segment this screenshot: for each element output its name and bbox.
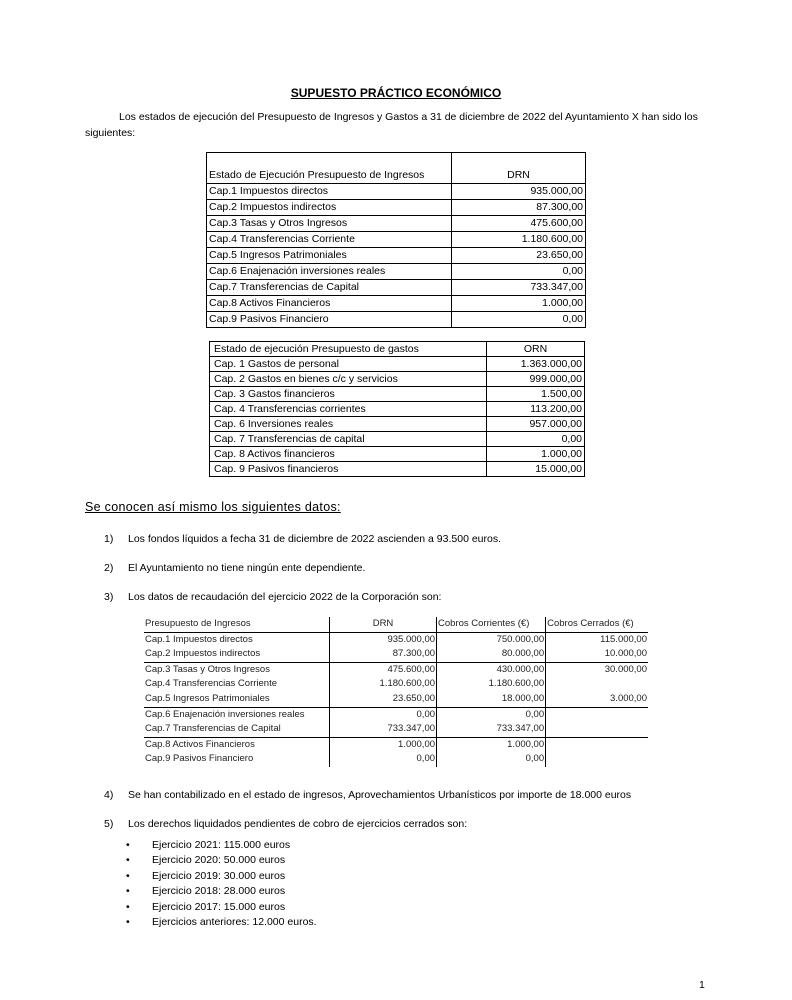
table-row [210,447,585,462]
ingresos-value: 0,00 [452,264,586,280]
item-text: Se han contabilizado en el estado de ingresos, Aprovechamientos Urbanísticos por importe de 18.000 euros [128,789,632,801]
ingresos-table [206,152,586,328]
recaudacion-drn: 0,00 [329,752,436,767]
gastos-header-orn: ORN [487,342,585,357]
ingresos-header-row [207,153,586,184]
table-row [210,357,585,372]
gastos-value: 0,00 [487,432,585,447]
recaudacion-corrientes: 0,00 [437,752,546,767]
ingresos-header-concept: Estado de Ejecución Presupuesto de Ingresos [207,153,452,184]
intro-text: Los estados de ejecución del Presupuesto de Ingresos y Gastos a 31 de diciembre de 2022 del Ayuntamiento X han sido los siguientes: [85,111,698,139]
bullet-text: Ejercicio 2018: 28.000 euros [152,885,286,898]
gastos-value: 1.363.000,00 [487,357,585,372]
table-row [144,752,648,767]
table-row [144,692,648,707]
table-row [207,216,586,232]
recaudacion-corrientes: 0,00 [437,707,546,722]
recaudacion-concept: Cap.3 Tasas y Otros Ingresos [144,662,329,677]
gastos-concept: Cap. 1 Gastos de personal [210,357,487,372]
table-row [210,387,585,402]
ingresos-concept: Cap.8 Activos Financieros [207,296,452,312]
recaudacion-drn: 1.000,00 [329,737,436,752]
bullet-icon: • [126,885,130,898]
recaudacion-concept: Cap.2 Impuestos indirectos [144,647,329,662]
bullet-text: Ejercicio 2021: 115.000 euros [152,839,291,851]
bullet-icon: • [126,916,130,929]
table-row [210,462,585,477]
item-number: 2) [104,562,114,574]
gastos-value: 957.000,00 [487,417,585,432]
recaudacion-drn: 23.650,00 [329,692,436,707]
recaudacion-drn: 87.300,00 [329,647,436,662]
gastos-concept: Cap. 3 Gastos financieros [210,387,487,402]
ingresos-concept: Cap.4 Transferencias Corriente [207,232,452,248]
table-row [207,312,586,328]
recaudacion-concept: Cap.7 Transferencias de Capital [144,722,329,737]
bullet-list [126,838,317,930]
gastos-value: 1.000,00 [487,447,585,462]
bullet-item [126,884,317,899]
table-row [207,248,586,264]
item-number: 5) [104,818,114,830]
bullet-text: Ejercicio 2019: 30.000 euros [152,869,286,882]
recaudacion-cerrados: 30.000,00 [604,663,647,675]
recaudacion-cerrados: 10.000,00 [546,647,648,662]
gastos-value: 1.500,00 [487,387,585,402]
table-row [210,417,585,432]
ingresos-concept: Cap.6 Enajenación inversiones reales [207,264,452,280]
gastos-concept: Cap. 8 Activos financieros [210,447,487,462]
recaudacion-corrientes: 18.000,00 [437,692,546,707]
table-row [144,722,648,737]
ingresos-concept: Cap.9 Pasivos Financiero [207,312,452,328]
recaudacion-header-drn: DRN [329,617,436,632]
ingresos-concept: Cap.1 Impuestos directos [207,184,452,200]
recaudacion-drn: 733.347,00 [329,722,436,737]
bullet-icon: • [126,854,130,867]
recaudacion-concept: Cap.1 Impuestos directos [144,632,329,647]
item-text: Los fondos líquidos a fecha 31 de diciembre de 2022 ascienden a 93.500 euros. [128,533,502,545]
recaudacion-concept: Cap.5 Ingresos Patrimoniales [144,692,329,707]
gastos-header-row [210,342,585,357]
bullet-item [126,838,317,853]
ingresos-header-drn: DRN [452,153,586,184]
recaudacion-drn: 0,00 [329,707,436,722]
bullet-text: Ejercicio 2017: 15.000 euros [152,900,286,913]
list-item [104,591,441,603]
bullet-item [126,915,317,930]
recaudacion-cerrados [546,707,648,722]
page-number: 1 [699,979,705,991]
recaudacion-corrientes: 430.000,00 [437,662,546,677]
item-number: 1) [104,533,114,545]
bullet-item [126,853,317,868]
recaudacion-corrientes: 750.000,00 [437,632,546,647]
recaudacion-corrientes: 733.347,00 [437,722,546,737]
ingresos-value: 0,00 [452,312,586,328]
gastos-value: 113.200,00 [487,402,585,417]
list-item [104,533,501,545]
gastos-concept: Cap. 4 Transferencias corrientes [210,402,487,417]
table-row [144,647,648,662]
recaudacion-header-corrientes: Cobros Corrientes (€) [437,617,546,632]
ingresos-value: 1.180.600,00 [452,232,586,248]
bullet-item [126,869,317,884]
page-title: SUPUESTO PRÁCTICO ECONÓMICO [290,86,502,100]
bullet-icon: • [126,839,130,851]
recaudacion-concept: Cap.6 Enajenación inversiones reales [144,707,329,722]
recaudacion-cerrados: 3.000,00 [546,692,648,707]
recaudacion-cerrados [546,722,648,737]
recaudacion-cerrados [546,737,648,752]
item-number: 4) [104,789,114,801]
bullet-icon: • [126,900,130,913]
table-row [144,662,648,677]
recaudacion-header-concept: Presupuesto de Ingresos [144,617,329,632]
list-item [104,562,365,574]
table-row [144,632,648,647]
ingresos-concept: Cap.5 Ingresos Patrimoniales [207,248,452,264]
gastos-concept: Cap. 7 Transferencias de capital [210,432,487,447]
table-row [207,232,586,248]
bullet-icon: • [126,869,130,882]
ingresos-value: 1.000,00 [452,296,586,312]
item-text: Los derechos liquidados pendientes de cobro de ejercicios cerrados son: [128,818,468,830]
recaudacion-cerrados [546,677,648,692]
table-row [207,184,586,200]
recaudacion-cerrados [546,752,648,767]
table-row [207,200,586,216]
list-item [104,818,467,830]
bullet-text: Ejercicio 2020: 50.000 euros [152,854,286,867]
bullet-text: Ejercicios anteriores: 12.000 euros. [152,916,317,929]
ingresos-concept: Cap.3 Tasas y Otros Ingresos [207,216,452,232]
gastos-concept: Cap. 6 Inversiones reales [210,417,487,432]
table-row [210,372,585,387]
table-row [207,264,586,280]
recaudacion-table [144,617,648,767]
table-row [207,296,586,312]
recaudacion-concept: Cap.4 Transferencias Corriente [144,677,329,692]
list-item [104,789,631,801]
ingresos-value: 87.300,00 [452,200,586,216]
ingresos-value: 475.600,00 [452,216,586,232]
ingresos-value: 935.000,00 [452,184,586,200]
table-row [144,707,648,722]
gastos-table [209,341,585,477]
item-number: 3) [104,591,114,603]
table-row [210,402,585,417]
ingresos-value: 733.347,00 [452,280,586,296]
recaudacion-header-row [144,617,648,632]
table-row [210,432,585,447]
recaudacion-cerrados: 115.000,00 [600,633,647,645]
ingresos-concept: Cap.2 Impuestos indirectos [207,200,452,216]
recaudacion-drn: 475.600,00 [329,662,436,677]
table-row [207,280,586,296]
recaudacion-drn: 935.000,00 [329,632,436,647]
intro-paragraph [85,109,707,141]
gastos-concept: Cap. 9 Pasivos financieros [210,462,487,477]
recaudacion-concept: Cap.9 Pasivos Financiero [144,752,329,767]
item-text: Los datos de recaudación del ejercicio 2022 de la Corporación son: [128,591,442,603]
item-text: El Ayuntamiento no tiene ningún ente dependiente. [128,562,366,574]
ingresos-value: 23.650,00 [452,248,586,264]
recaudacion-concept: Cap.8 Activos Financieros [144,737,329,752]
section-subheading: Se conocen así mismo los siguientes datos: [85,500,341,514]
table-row [144,737,648,752]
table-row [144,677,648,692]
recaudacion-header-cerrados: Cobros Cerrados (€) [546,617,648,632]
recaudacion-corrientes: 1.000,00 [437,737,546,752]
ingresos-concept: Cap.7 Transferencias de Capital [207,280,452,296]
gastos-concept: Cap. 2 Gastos en bienes c/c y servicios [210,372,487,387]
recaudacion-corrientes: 1.180.600,00 [437,677,546,692]
gastos-value: 999.000,00 [487,372,585,387]
gastos-value: 15.000,00 [487,462,585,477]
bullet-item [126,900,317,915]
recaudacion-corrientes: 80.000,00 [437,647,546,662]
recaudacion-drn: 1.180.600,00 [329,677,436,692]
gastos-header-concept: Estado de ejecución Presupuesto de gastos [210,342,487,357]
